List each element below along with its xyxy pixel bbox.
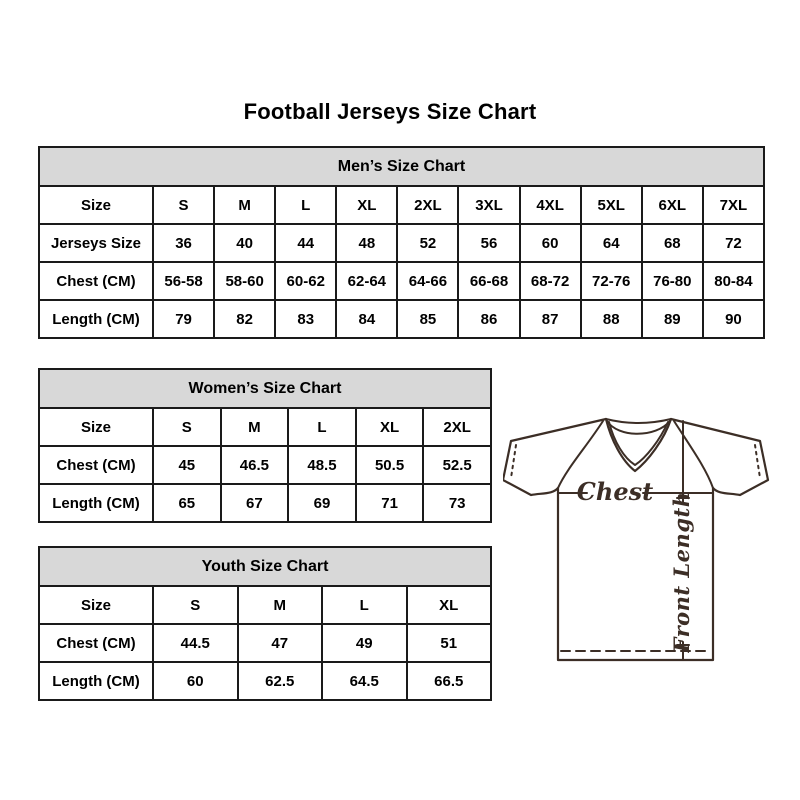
size-value-cell: 58-60 [214,262,275,300]
size-value-cell: 60-62 [275,262,336,300]
size-value-cell: 65 [153,484,221,522]
size-value-cell: 82 [214,300,275,338]
size-value-cell: M [238,586,323,624]
table-row [39,224,764,262]
table-row [39,300,764,338]
size-value-cell: XL [407,586,492,624]
size-value-cell: 44 [275,224,336,262]
table-row [39,662,491,700]
size-value-cell: L [322,586,407,624]
size-value-cell: 50.5 [356,446,424,484]
size-value-cell: 72-76 [581,262,642,300]
size-value-cell: 68 [642,224,703,262]
size-value-cell: XL [336,186,397,224]
right-cuff-stitch-line [755,445,760,478]
size-value-cell: 64 [581,224,642,262]
size-value-cell: 5XL [581,186,642,224]
size-value-cell: 36 [153,224,214,262]
size-value-cell: 46.5 [221,446,289,484]
size-value-cell: 60 [520,224,581,262]
size-value-cell: 47 [238,624,323,662]
size-value-cell: 66.5 [407,662,492,700]
size-value-cell: 62-64 [336,262,397,300]
size-value-cell: 69 [288,484,356,522]
size-value-cell: 87 [520,300,581,338]
size-value-cell: 52.5 [423,446,491,484]
row-header-cell: Length (CM) [39,484,153,522]
size-value-cell: 6XL [642,186,703,224]
row-header-cell: Length (CM) [39,662,153,700]
row-header-cell: Jerseys Size [39,224,153,262]
youth-size-table [38,546,492,701]
size-value-cell: M [214,186,275,224]
size-value-cell: 66-68 [458,262,519,300]
size-value-cell: 83 [275,300,336,338]
size-value-cell: 2XL [423,408,491,446]
size-value-cell: S [153,408,221,446]
table-row [39,624,491,662]
size-value-cell: 72 [703,224,764,262]
size-value-cell: S [153,186,214,224]
size-value-cell: 49 [322,624,407,662]
size-value-cell: 89 [642,300,703,338]
youth-table-title: Youth Size Chart [39,547,491,586]
size-value-cell: 51 [407,624,492,662]
row-header-cell: Length (CM) [39,300,153,338]
size-value-cell: 45 [153,446,221,484]
row-header-cell: Size [39,586,153,624]
row-header-cell: Chest (CM) [39,624,153,662]
womens-size-table [38,368,492,523]
size-value-cell: 73 [423,484,491,522]
size-value-cell: 48 [336,224,397,262]
table-row [39,186,764,224]
size-value-cell: 44.5 [153,624,238,662]
right-armhole-seam [674,421,713,488]
chest-measure-label: Chest [576,477,654,506]
collar-top-line [606,419,671,423]
size-value-cell: L [288,408,356,446]
size-value-cell: 86 [458,300,519,338]
size-value-cell: 88 [581,300,642,338]
size-value-cell: 68-72 [520,262,581,300]
table-row [39,586,491,624]
jersey-measurement-diagram [503,408,775,666]
row-header-cell: Chest (CM) [39,446,153,484]
size-value-cell: 60 [153,662,238,700]
size-value-cell: L [275,186,336,224]
size-value-cell: XL [356,408,424,446]
jersey-outline [503,419,768,660]
size-value-cell: 64-66 [397,262,458,300]
size-value-cell: 7XL [703,186,764,224]
left-cuff-stitch-line [511,445,516,478]
row-header-cell: Chest (CM) [39,262,153,300]
table-row [39,262,764,300]
size-value-cell: 79 [153,300,214,338]
size-value-cell: 64.5 [322,662,407,700]
table-row [39,484,491,522]
front-length-measure-label: Front Length [669,491,694,653]
table-row [39,446,491,484]
size-value-cell: 76-80 [642,262,703,300]
women-table-title: Women’s Size Chart [39,369,491,408]
size-value-cell: 67 [221,484,289,522]
size-value-cell: 85 [397,300,458,338]
row-header-cell: Size [39,186,153,224]
size-value-cell: 71 [356,484,424,522]
size-value-cell: 80-84 [703,262,764,300]
size-value-cell: 52 [397,224,458,262]
size-value-cell: S [153,586,238,624]
size-value-cell: 3XL [458,186,519,224]
size-value-cell: 2XL [397,186,458,224]
size-value-cell: 90 [703,300,764,338]
row-header-cell: Size [39,408,153,446]
size-value-cell: 40 [214,224,275,262]
men-table-title: Men’s Size Chart [39,147,764,186]
size-value-cell: M [221,408,289,446]
size-value-cell: 4XL [520,186,581,224]
size-value-cell: 56 [458,224,519,262]
size-value-cell: 48.5 [288,446,356,484]
size-value-cell: 84 [336,300,397,338]
mens-size-table [38,146,765,339]
page-title: Football Jerseys Size Chart [243,99,537,124]
table-row [39,408,491,446]
size-value-cell: 62.5 [238,662,323,700]
size-value-cell: 56-58 [153,262,214,300]
